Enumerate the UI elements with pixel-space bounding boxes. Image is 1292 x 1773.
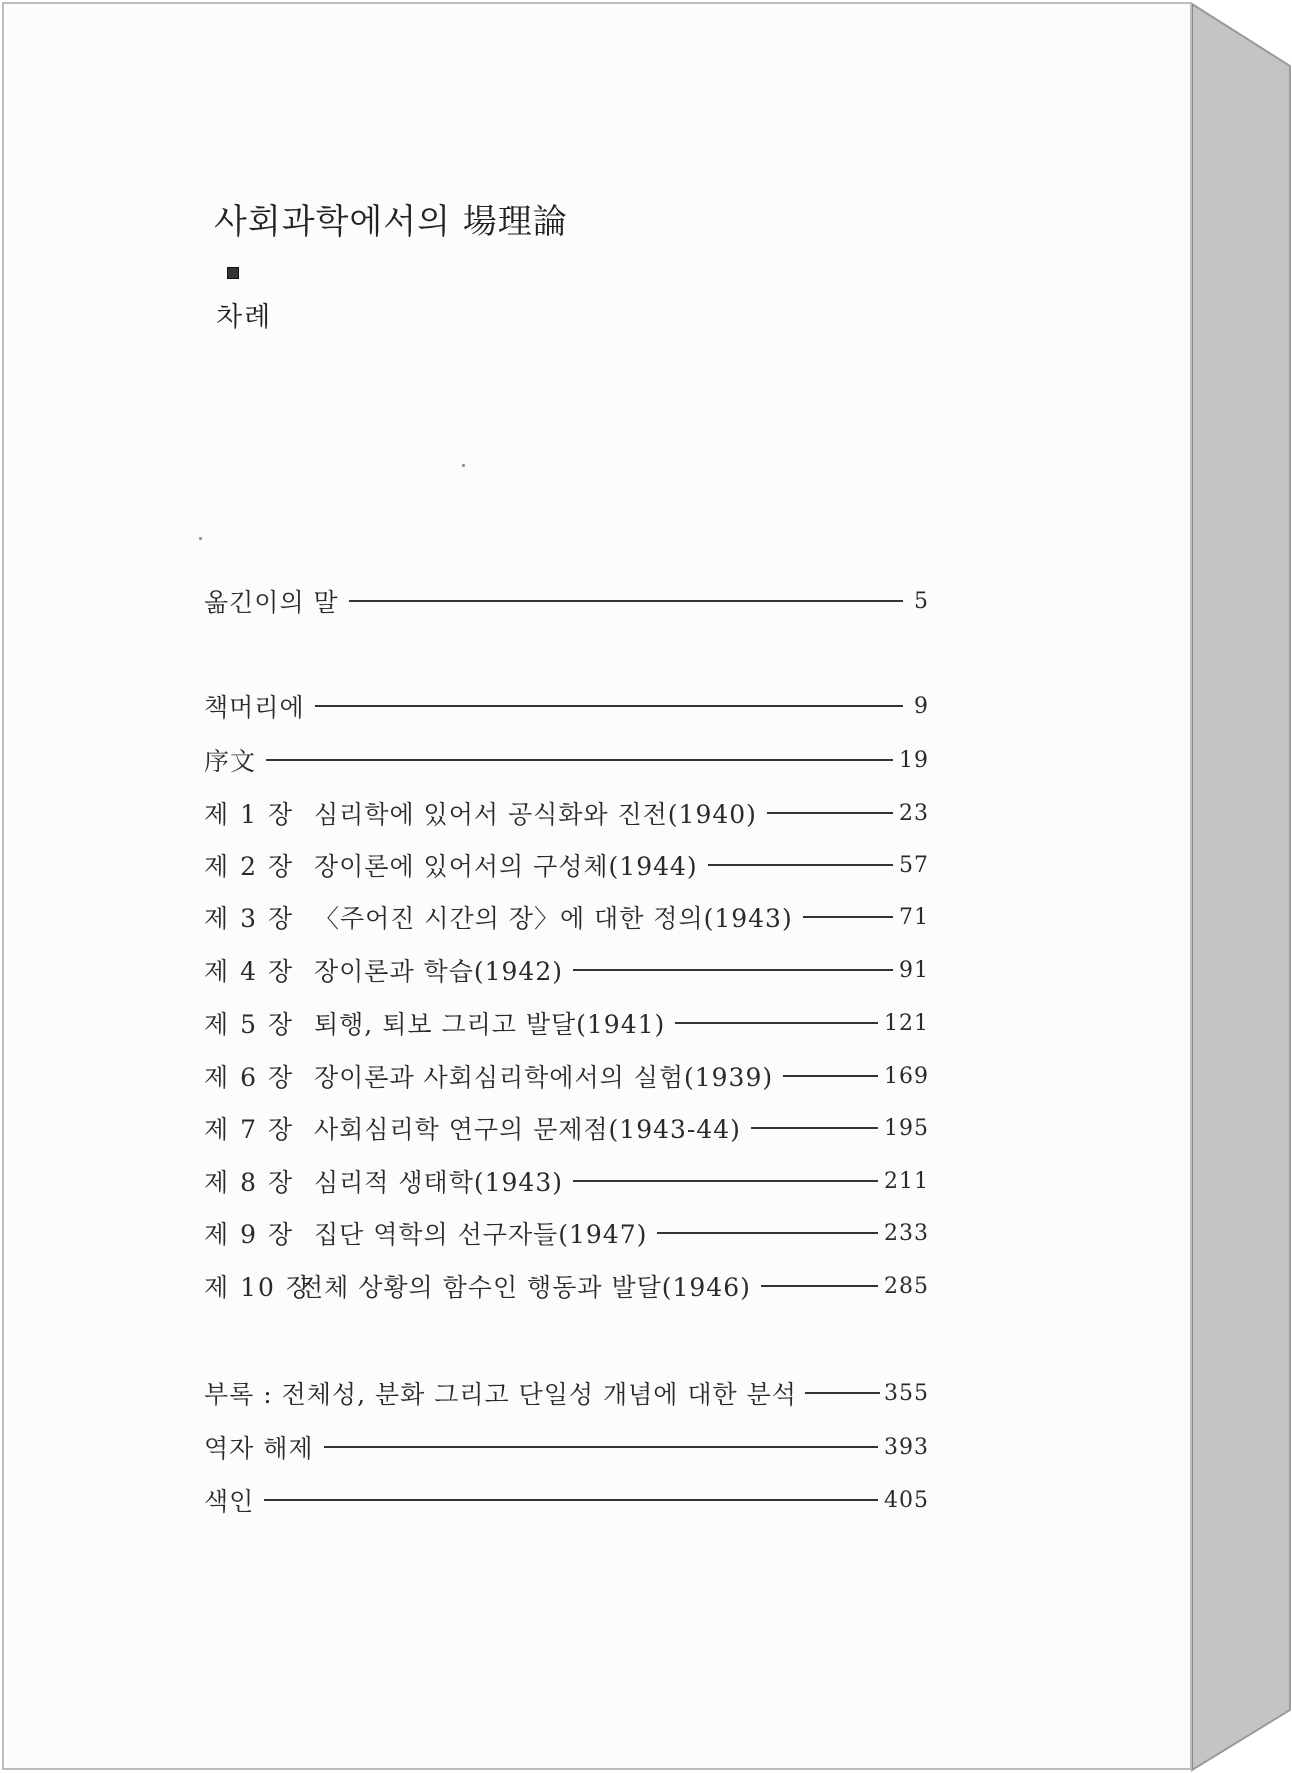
leader-line [761,1285,878,1287]
toc-entry-title: 책머리에 [204,693,305,722]
leader-line [805,1392,880,1394]
toc-entry-page: 57 [899,852,929,878]
toc-entry-chapter-5[interactable] [204,1003,929,1043]
toc-entry-chapter-6[interactable] [204,1056,929,1096]
toc-entry-page: 9 [914,693,929,719]
toc-entry-translator-commentary[interactable] [204,1427,929,1467]
chapter-number: 제 9 장 [204,1220,295,1249]
leader-line [324,1446,878,1448]
toc-entry-page: 71 [899,904,929,930]
leader-line [803,916,893,918]
toc-entry-title: 색인 [204,1487,255,1516]
book-title: 사회과학에서의 場理論 [214,202,568,242]
toc-entry-page: 91 [899,957,929,983]
leader-line [657,1232,878,1234]
toc-entry-chapter-3[interactable] [204,897,929,937]
toc-entry-title: 장이론과 학습(1942) [314,957,563,986]
leader-line [708,864,893,866]
leader-line [767,812,893,814]
toc-entry-title: 옮긴이의 말 [204,588,339,617]
leader-line [573,969,893,971]
speck [199,537,202,540]
leader-line [751,1127,878,1129]
toc-entry-title: 사회심리학 연구의 문제점(1943-44) [314,1115,741,1144]
square-bullet-icon [227,267,239,279]
toc-entry-title: 〈주어진 시간의 장〉에 대한 정의(1943) [314,904,793,933]
leader-line [349,600,903,602]
chapter-number: 제 7 장 [204,1115,295,1144]
toc-entry-chapter-7[interactable] [204,1108,929,1148]
toc-entry-title: 심리학에 있어서 공식화와 진전(1940) [314,800,757,829]
toc-entry-page: 405 [884,1487,929,1513]
toc-entry-foreword[interactable] [204,740,929,780]
toc-entry-page: 23 [899,800,929,826]
chapter-number: 제 2 장 [204,852,295,881]
toc-entry-chapter-9[interactable] [204,1213,929,1253]
toc-entry-chapter-2[interactable] [204,845,929,885]
leader-line [264,1499,878,1501]
toc-entry-title: 장이론과 사회심리학에서의 실험(1939) [314,1063,774,1092]
chapter-number: 제 1 장 [204,800,295,829]
toc-entry-appendix[interactable] [204,1373,929,1413]
leader-line [783,1075,878,1077]
page-header [214,194,568,334]
toc-entry-page: 211 [884,1168,929,1194]
chapter-number: 제 10 장 [204,1273,313,1302]
leader-line [675,1022,878,1024]
toc-entry-title: 장이론에 있어서의 구성체(1944) [314,852,698,881]
chapter-number: 제 8 장 [204,1168,295,1197]
chapter-number: 제 4 장 [204,957,295,986]
toc-entry-page: 169 [884,1063,929,1089]
toc-entry-title: 부록 : 전체성, 분화 그리고 단일성 개념에 대한 분석 [204,1380,797,1409]
toc-entry-title: 序文 [204,747,257,776]
toc-entry-title: 퇴행, 퇴보 그리고 발달(1941) [314,1010,666,1039]
chapter-number: 제 5 장 [204,1010,295,1039]
toc-entry-page: 5 [914,588,929,614]
speck [462,464,465,467]
toc-heading: 차례 [216,302,273,333]
toc-entry-page: 233 [884,1220,929,1246]
toc-entry-preface[interactable] [204,686,929,726]
leader-line [573,1180,878,1182]
toc-entry-page: 195 [884,1115,929,1141]
toc-entry-chapter-1[interactable] [204,793,929,833]
toc-entry-chapter-8[interactable] [204,1161,929,1201]
toc-entry-chapter-10[interactable] [204,1266,929,1306]
toc-entry-title: 심리적 생태학(1943) [314,1168,563,1197]
toc-entry-page: 121 [884,1010,929,1036]
toc-entry-title: 집단 역학의 선구자들(1947) [314,1220,648,1249]
toc-entry-title: 전체 상황의 함수인 행동과 발달(1946) [299,1273,751,1302]
toc-entry-index[interactable] [204,1480,929,1520]
toc-entry-page: 393 [884,1434,929,1460]
chapter-number: 제 3 장 [204,904,295,933]
chapter-number: 제 6 장 [204,1063,295,1092]
toc-entry-chapter-4[interactable] [204,950,929,990]
toc-entry-page: 285 [884,1273,929,1299]
toc-entry-page: 19 [899,747,929,773]
leader-line [315,705,903,707]
toc-entry-title: 역자 해제 [204,1434,314,1463]
leader-line [266,759,893,761]
book-page [2,2,1192,1770]
toc-entry-translator-note[interactable] [204,581,929,621]
toc-entry-page: 355 [884,1380,929,1406]
